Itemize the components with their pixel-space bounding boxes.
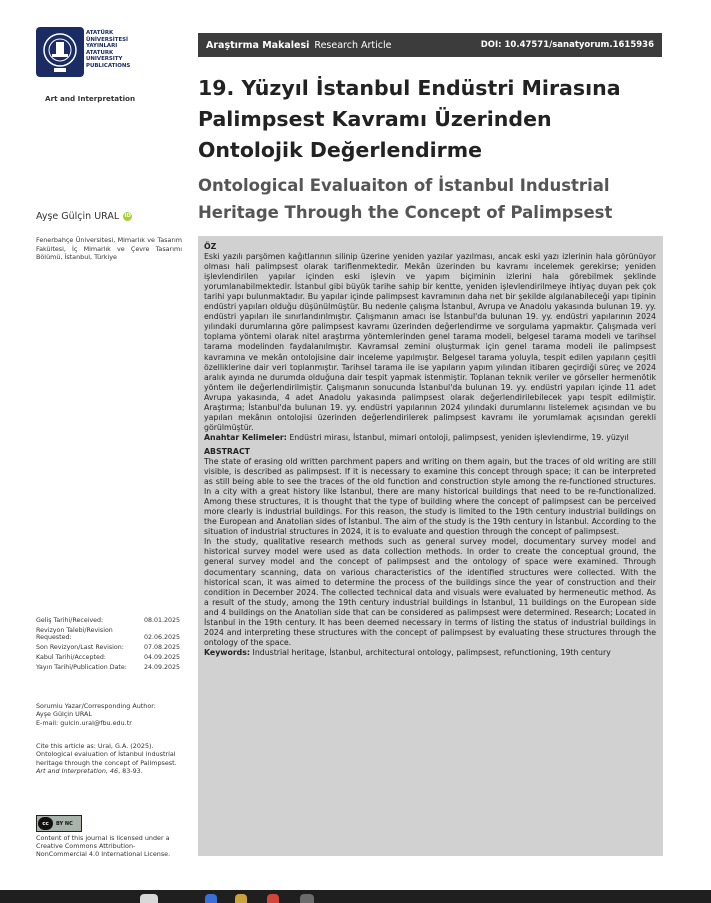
taskbar-app-icon[interactable] [267,894,279,903]
abstract-tr-text: Eski yazılı parşömen kağıtlarının silinip üzerine yeniden yazılar yazılması, ancak eski yazı izlerinin hala görünüyor olması hali palimpsest olarak tariflenmektedir. Mekân üzerinden bu kavramı incelemek gerekirse; yeniden işlevlendirilen yapılar içinden eski işlevin ve yapım biçiminin izlerini hala görebilmek şeklinde yorumlanabilmektedir. İstanbul gibi büyük tarihe sahip bir kentte, yeniden işlevlendirilmeye ihtiyaç duyan pek çok tarihi yapı bulunmaktadır. Bu yapılar içinde palimpsest kavramının daha net bir şekilde algılanabileceği yapı tipinin endüstri yapıları olduğu düşünülmüştür. Bu nedenle çalışma İstanbul, Avrupa ve Anadolu yakasında bulunan 19. yy. endüstri yapıları ile sınırlandırılmıştır. Çalışmanın amacı ise İstanbul'da bulunan 19. yy. endüstri yapılarının 2024 yılındaki durumlarına göre palimpsest kavramı üzerinden değerlendirme ve sorgulama yapmaktır. Çalışmada veri toplama yöntemi olarak nitel araştırma yöntemlerinden genel tarama modeli, belgesel tarama modeli ve tarihsel tarama modelinden faydalanılmıştır. Kavramsal zemini oluşturmak için genel tarama modeli ile palimpsest kavramına ve mekân ontolojisine dair inceleme yapılmıştır. Belgesel tarama yoluyla, tespit edilen yapıların çeşitli özelliklerine dair veri toplanmıştır. Tarihsel tarama ile ise yapıların yapım yılından itibaren geçirdiği süreç ve 2024 aralık ayında ne durumda olduğuna dair tespit yapmak istenmiştir. Toplanan teknik veriler ve görseller hermenötik yöntem ile değerlendirilmiştir. Çalışmanın sonucunda İstanbul'da bulunan 19. yy. endüstri yapıları içinde 11 adet Avrupa yakasında, 4 adet Anadolu yakasında palimpsest olarak değerlendirilebilecek yapı tespit edilmiştir. Araştırma; İstanbul'da bulunan 19. yy. endüstri yapılarının 2024 yılındaki durumlarını listelemek açısından ve bu yapıları mekânın ontolojisi üzerinden değerlendirilerek palimpsest kavramı ile yorumlamak açısından gerekli görülmüştür. [204,252,656,432]
orcid-icon[interactable]: iD [124,213,131,219]
article-header-bar [198,33,662,57]
doi-link[interactable]: DOI: 10.47571/sanatyorum.1615936 [480,40,654,50]
taskbar-app-icon[interactable] [140,894,158,903]
abstract-en-text-1: The state of erasing old written parchment papers and writing on them again, but the traces of old writing are still visible, is described as palimpsest. If it is necessary to examine this concept through space; it can be interpreted as still being able to see the traces of the old function and construction style among the re-functioned structures. In a city with a great history like İstanbul, there are many historical buildings that need to be re-functionalized. Among these structures, it is thought that the type of building where the concept of palimpsest can be perceived more clearly is industrial buildings. For this reason, the study is limited to the 19th century industrial buildings on the European and Anatolian sides of İstanbul. The aim of the study is the 19th century in İstanbul. According to the situation of industrial structures in 2024, it is to evaluate and question through the concept of palimpsest. [204,456,656,537]
date-published: Yayın Tarihi/Publication Date: 24.09.2025 [36,664,180,672]
author-affiliation: Fenerbahçe Üniversitesi, Mimarlık ve Tasarım Fakültesi, İç Mimarlık ve Çevre Tasarımı Bölümü, İstanbul, Türkiye [36,236,182,262]
title-turkish: 19. Yüzyıl İstanbul Endüstri Mirasına Palimpsest Kavramı Üzerinden Ontolojik Değerlendirme [198,76,621,162]
taskbar-app-icon[interactable] [235,894,247,903]
cc-license-badge[interactable]: cc BY NC [36,815,82,832]
taskbar-app-icon[interactable] [300,894,314,903]
taskbar-app-icon[interactable] [205,894,217,903]
abstract-en-text-2: In the study, qualitative research methods such as general survey model, documentary survey model and historical survey model were used as data collection methods. In order to create the conceptual ground, the general survey model and the concept of palimpsest and the ontology of space were examined. Through documentary scanning, data on various characteristics of the identified structures were collected. With the historical scan, it was aimed to determine the process of the buildings since the year of construction and their condition in December 2024. The collected technical data and visuals were evaluated by hermeneutic method. As a result of the study, among the 19th century industrial buildings in İstanbul, 11 buildings on the European side and 4 buildings on the Anatolian side that can be considered as palimpsest were determined. Research; Located in İstanbul in the 19th century. It has been deemed necessary in terms of listing the status of industrial buildings in 2024 and interpreting these structures with the concept of palimpsest by evaluating these structures through the ontology of the space. [204,537,656,647]
abstract-tr-heading: ÖZ [204,242,217,251]
publisher-name: ATATÜRK ÜNİVERSİTESİ YAYINLARI ATATURK UNIVERSITY PUBLICATIONS [86,30,131,69]
journal-name: Art and Interpretation [45,94,136,103]
date-revision-requested: Revizyon Talebi/Revision Requested: 02.06.2025 [36,627,180,642]
corresponding-author: Sorumlu Yazar/Corresponding Author: Ayşe Gülçin URAL E-mail: gulcin.ural@fbu.edu.tr [36,702,182,727]
abstract-en-heading: ABSTRACT [204,446,250,456]
date-last-revision: Son Revizyon/Last Revision: 07.08.2025 [36,644,180,652]
publisher-logo [36,27,136,81]
keywords-en: Keywords: Industrial heritage, İstanbul, architectural ontology, palimpsest, refunctioning, 19th century [204,647,611,657]
university-seal-icon [36,27,84,77]
title-english: Ontological Evaluaiton of İstanbul Industrial Heritage Through the Concept of Palimpsest [198,176,613,222]
article-type-tr: Araştırma Makalesi [206,39,310,51]
cc-icon: cc [38,817,53,830]
date-received: Geliş Tarihi/Received: 08.01.2025 [36,617,180,624]
article-dates [36,617,180,671]
keywords-tr: Anahtar Kelimeler: Endüstri mirası, İstanbul, mimari ontoloji, palimpsest, yeniden işlevlendirme, 19. yüzyıl [204,432,629,442]
license-text: Content of this journal is licensed under a Creative Commons Attribution-NonCommercial 4.0 International License. [36,834,171,859]
taskbar [0,890,711,903]
article-type-en: Research Article [314,39,392,51]
abstract-box [198,236,663,856]
author-name: Ayşe Gülçin URAL [36,211,120,222]
author [36,211,132,222]
author-email[interactable]: E-mail: gulcin.ural@fbu.edu.tr [36,718,132,727]
date-accepted: Kabul Tarihi/Accepted: 04.09.2025 [36,654,180,662]
citation: Cite this article as: Ural, G.A. (2025). Ontological evaluation of İstanbul industrial heritage through the concept of Palimpsest. Art and Interpretation, 46, 83-93. [36,742,177,776]
